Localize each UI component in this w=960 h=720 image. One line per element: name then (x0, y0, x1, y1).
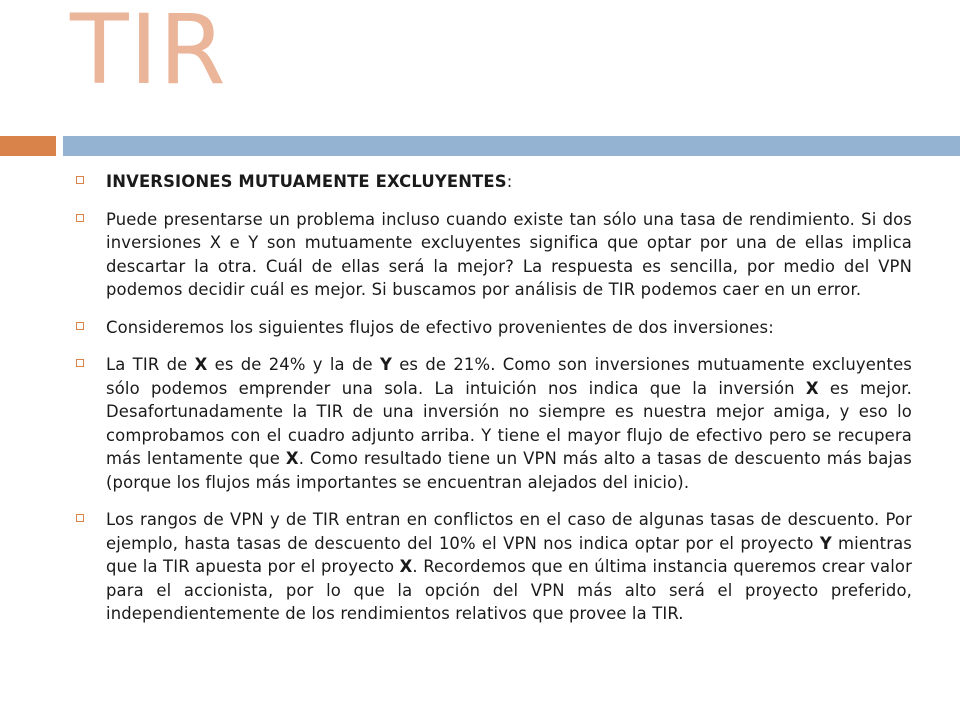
text-run: La TIR de (106, 355, 195, 374)
slide-body (72, 170, 912, 640)
text-run: . Como resultado tiene un VPN más alto a tasas de descuento más bajas (porque los flujos más importantes se encuentran alejados del inicio). (106, 449, 912, 492)
title-divider-bar (63, 136, 960, 156)
square-bullet-icon (76, 514, 84, 522)
bold-text-run: X (194, 355, 208, 374)
title-accent-bar (0, 136, 56, 156)
text-run: Consideremos los siguientes flujos de efectivo provenientes de dos inversiones: (106, 317, 774, 337)
bullet-item (72, 208, 912, 302)
text-run: es mejor. Desafortunadamente la TIR de una inversión no siempre es nuestra mejor amiga, y eso lo comprobamos con el cuadro adjunto arriba. Y tiene el mayor flujo de efectivo pero se recupera más lentamente que (106, 378, 912, 468)
bullet-text (106, 508, 912, 626)
bullet-item (72, 508, 912, 626)
bold-text-run: X (399, 557, 413, 576)
bold-text-run: Y (819, 533, 832, 553)
heading-text: INVERSIONES MUTUAMENTE EXCLUYENTES (106, 172, 507, 191)
square-bullet-icon (76, 322, 84, 330)
bullet-text (106, 353, 912, 494)
square-bullet-icon (76, 214, 84, 222)
text-run: mientras que la TIR apuesta por el proyecto (106, 533, 912, 576)
bullet-item (72, 170, 912, 194)
bullet-item (72, 353, 912, 494)
square-bullet-icon (76, 359, 84, 367)
bullet-text (106, 208, 912, 302)
text-run: Puede presentarse un problema incluso cuando existe tan sólo una tasa de rendimiento. Si dos inversiones X e Y son mutuamente excluyentes significa que optar por una de ellas implica descartar la otra. Cuál de ellas será la mejor? La respuesta es sencilla, por medio del VPN podemos decidir cuál es mejor. Si buscamos por análisis de TIR podemos caer en un error. (106, 209, 912, 299)
text-run: . Recordemos que en última instancia queremos crear valor para el accionista, por lo que la opción del VPN más alto será el proyecto preferido, independientemente de los rendimientos relativos que provee la TIR. (106, 557, 912, 623)
bold-text-run: Y (379, 355, 392, 374)
text-run: es de 24% y la de (207, 355, 380, 374)
bold-text-run: X (285, 449, 299, 468)
bullet-text (106, 316, 912, 340)
text-run: Los rangos de VPN y de TIR entran en conflictos en el caso de algunas tasas de descuento. Por ejemplo, hasta tasas de descuento del 10% el VPN nos indica optar por el proyecto (106, 510, 912, 553)
bold-text-run: X (805, 378, 819, 398)
text-run: es de 21%. Como son inversiones mutuamente excluyentes sólo podemos emprender una sola. La intuición nos indica que la inversión (106, 355, 912, 398)
bullet-item (72, 316, 912, 340)
square-bullet-icon (76, 176, 84, 184)
slide-title: TIR (70, 0, 227, 106)
text-run: : (506, 172, 513, 191)
bullet-text (106, 170, 912, 194)
